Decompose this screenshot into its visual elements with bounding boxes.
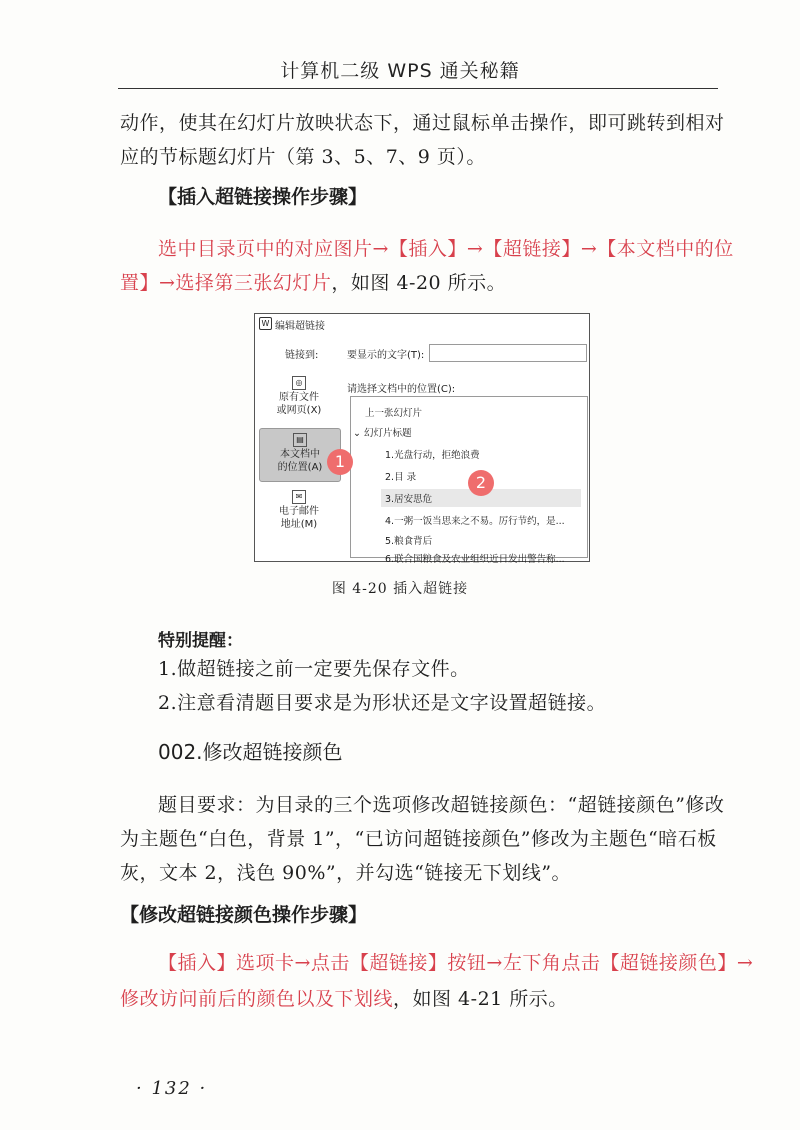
sidebar-item-existing-file[interactable] — [259, 376, 339, 417]
step2-line-1: 【插入】选项卡→点击【超链接】按钮→左下角点击【超链接颜色】→ — [158, 952, 754, 974]
chevron-down-icon: ⌄ — [353, 428, 364, 439]
file-icon: ◎ — [292, 376, 306, 390]
document-icon: ▤ — [293, 433, 307, 447]
step1-line-2-rest: ，如图 4-20 所示。 — [331, 272, 507, 294]
step2-line-2-red: 修改访问前后的颜色以及下划线 — [120, 988, 394, 1010]
tree-group[interactable] — [353, 425, 412, 439]
requirement-line-3: 灰，文本 2，浅色 90%”，并勾选“链接无下划线”。 — [120, 862, 572, 884]
sidebar-label: 本文档中 — [280, 449, 320, 460]
sidebar-label: 的位置(A) — [277, 462, 323, 473]
reminder-title: 特别提醒： — [158, 631, 243, 651]
app-icon: W — [259, 317, 272, 330]
select-position-label: 请选择文档中的位置(C): — [347, 384, 456, 395]
display-text-label: 要显示的文字(T): — [347, 350, 425, 361]
sidebar-label: 原有文件 — [279, 392, 319, 403]
sidebar-item-email[interactable] — [259, 490, 339, 531]
section-title: 002.修改超链接颜色 — [158, 740, 343, 764]
sidebar-label: 电子邮件 — [279, 506, 319, 517]
step2-line-2-rest: ，如图 4-21 所示。 — [393, 988, 568, 1010]
link-to-label: 链接到: — [285, 350, 319, 361]
reminder-item-2: 2.注意看清题目要求是为形状还是文字设置超链接。 — [158, 692, 607, 714]
mail-icon: ✉ — [292, 490, 306, 504]
tree-item[interactable]: 4.一粥一饭当思来之不易。厉行节约，是... — [385, 516, 565, 527]
step1-line-2-red: 置】→选择第三张幻灯片 — [120, 272, 332, 294]
requirement-line-2: 为主题色“白色，背景 1”，“已访问超链接颜色”修改为主题色“暗石板 — [120, 828, 717, 850]
header-rule — [118, 88, 718, 89]
running-header: 计算机二级 WPS 通关秘籍 — [280, 60, 520, 82]
sidebar-label: 或网页(X) — [276, 405, 322, 416]
callout-marker-2: 2 — [468, 470, 494, 496]
step-heading-insert-hyperlink: 【插入超链接操作步骤】 — [158, 186, 368, 208]
page-number: · 132 · — [136, 1078, 208, 1099]
tree-item[interactable]: 5.粮食背后 — [385, 536, 433, 547]
tree-item[interactable]: 1.光盘行动，拒绝浪费 — [385, 450, 480, 461]
callout-marker-1: 1 — [327, 449, 353, 475]
step1-line-2 — [120, 266, 506, 300]
step-heading-modify-color: 【修改超链接颜色操作步骤】 — [120, 904, 368, 926]
step1-line-1: 选中目录页中的对应图片→【插入】→【超链接】→【本文档中的位 — [158, 238, 734, 260]
tree-group-label: 幻灯片标题 — [363, 428, 412, 439]
tree-item-label: 3.居安思危 — [385, 494, 433, 505]
tree-item[interactable]: 6.联合国粮食及农业组织近日发出警告称... — [385, 554, 565, 565]
dialog-title: 编辑超链接 — [275, 321, 325, 332]
sidebar-label: 地址(M) — [280, 519, 318, 530]
intro-line-2: 应的节标题幻灯片（第 3、5、7、9 页）。 — [120, 146, 486, 168]
step2-line-2 — [120, 982, 568, 1016]
edit-hyperlink-dialog — [254, 313, 590, 565]
intro-line-1: 动作，使其在幻灯片放映状态下，通过鼠标单击操作，即可跳转到相对 — [120, 112, 725, 134]
tree-item[interactable]: 2.目 录 — [385, 472, 417, 483]
display-text-input[interactable] — [429, 344, 587, 362]
tree-item[interactable]: 上一张幻灯片 — [365, 408, 423, 419]
reminder-item-1: 1.做超链接之前一定要先保存文件。 — [158, 658, 470, 680]
dialog-titlebar — [255, 314, 589, 332]
figure-caption: 图 4-20 插入超链接 — [331, 581, 469, 597]
requirement-line-1: 题目要求：为目录的三个选项修改超链接颜色：“超链接颜色”修改 — [158, 794, 725, 816]
